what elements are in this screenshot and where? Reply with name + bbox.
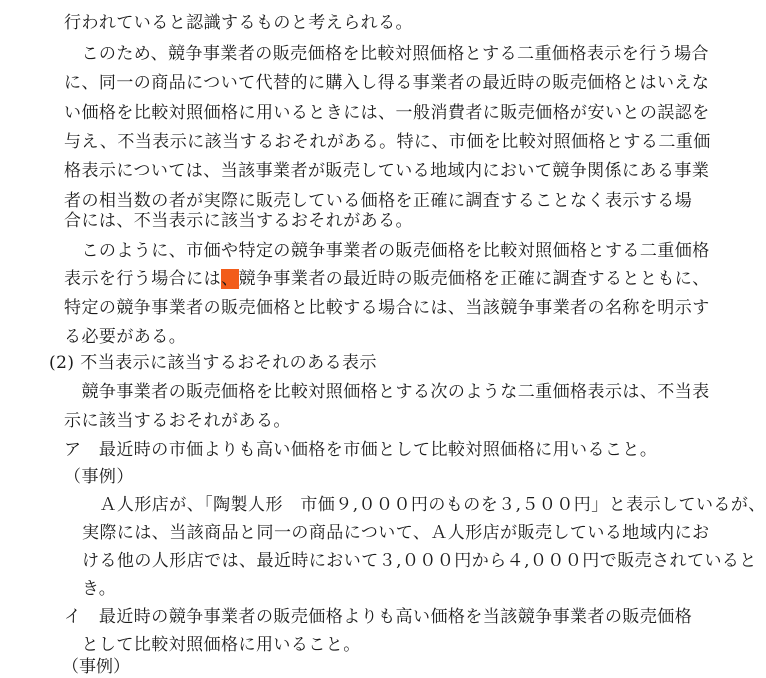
text-line: このように、市価や特定の競争事業者の販売価格を比較対照価格とする二重価格 <box>64 241 710 261</box>
text-line: い価格を比較対照価格に用いるときには、一般消費者に販売価格が安いとの誤認を <box>64 103 710 123</box>
highlighted-comma: 、 <box>221 269 239 289</box>
text-line: る必要がある。 <box>64 327 187 347</box>
text-line: 合には、不当表示に該当するおそれがある。 <box>64 211 413 231</box>
text-line: に、同一の商品について代替的に購入し得る事業者の最近時の販売価格とはいえな <box>64 73 710 93</box>
text-line-with-highlight <box>64 268 710 290</box>
example-label: （事例） <box>62 657 130 677</box>
text-line: ける他の人形店では、最近時において３,０００円から４,０００円で販売されていると <box>82 551 757 571</box>
list-item-i: イ 最近時の競争事業者の販売価格よりも高い価格を当該競争事業者の販売価格 <box>64 607 693 627</box>
text-segment: 表示を行う場合には <box>64 269 222 289</box>
section-heading: (2) 不当表示に該当するおそれのある表示 <box>49 353 377 373</box>
text-line: き。 <box>82 579 117 599</box>
example-label: （事例） <box>64 467 134 487</box>
text-line: 行われていると認識するものと考えられる。 <box>64 13 413 33</box>
list-item-a: ア 最近時の市価よりも高い価格を市価として比較対照価格に用いること。 <box>64 440 658 460</box>
text-line: 格表示については、当該事業者が販売している地域内において競争関係にある事業 <box>64 161 710 181</box>
cut-off-line <box>62 656 130 677</box>
text-segment: 競争事業者の最近時の販売価格を正確に調査するとともに、 <box>238 269 710 289</box>
text-line: 示に該当するおそれがある。 <box>64 411 291 431</box>
text-line: 競争事業者の販売価格を比較対照価格とする次のような二重価格表示は、不当表 <box>64 382 710 402</box>
text-line: 実際には、当該商品と同一の商品について、Ａ人形店が販売している地域内にお <box>82 523 710 543</box>
text-line: このため、競争事業者の販売価格を比較対照価格とする二重価格表示を行う場合 <box>64 44 709 64</box>
text-line: 特定の競争事業者の販売価格と比較する場合には、当該競争事業者の名称を明示す <box>64 298 710 318</box>
text-line: Ａ人形店が、「陶製人形 市価９,０００円のものを３,５００円」と表示しているが、 <box>82 495 766 515</box>
text-line: として比較対照価格に用いること。 <box>64 635 361 655</box>
text-line: 者の相当数の者が実際に販売している価格を正確に調査することなく表示する場 <box>64 191 693 211</box>
text-line: 与え、不当表示に該当するおそれがある。特に、市価を比較対照価格とする二重価 <box>64 132 711 152</box>
